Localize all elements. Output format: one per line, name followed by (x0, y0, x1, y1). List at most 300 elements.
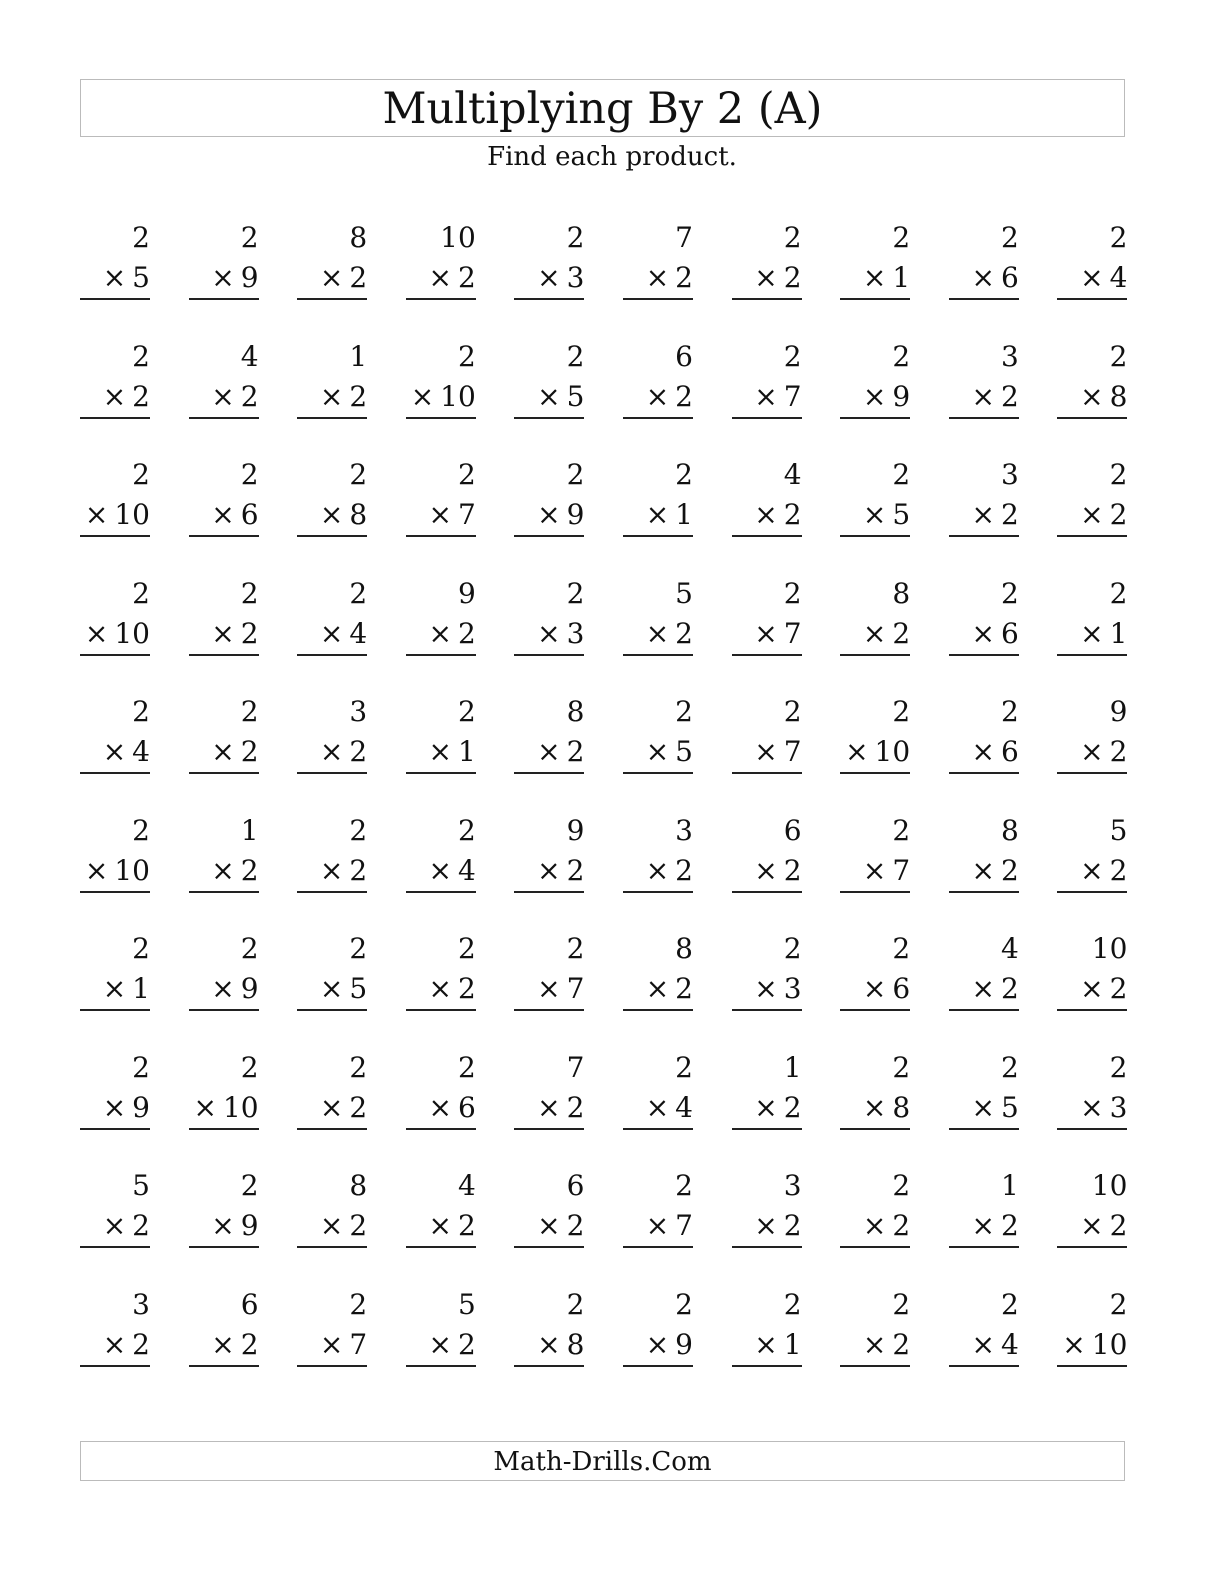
multiply-sign: × (971, 1209, 995, 1242)
multiplicand: 6 (675, 339, 693, 373)
multiply-sign: × (971, 261, 995, 294)
multiplicand: 2 (1000, 695, 1019, 728)
multiplier: 2 (349, 379, 368, 413)
multiplier-line (623, 1325, 693, 1367)
multiplicand: 2 (892, 339, 911, 373)
multiplicand: 2 (892, 932, 911, 965)
multiplier: 2 (1109, 853, 1128, 887)
multiplicand: 2 (349, 1050, 368, 1084)
multiplier-line (732, 495, 802, 537)
multiplicand: 8 (675, 932, 693, 965)
multiplier: 1 (1109, 616, 1128, 650)
multiply-sign: × (862, 972, 887, 1005)
multiply-sign: × (102, 1090, 127, 1124)
multiply-sign: × (645, 735, 670, 768)
multiply-sign: × (1062, 1327, 1086, 1361)
multiply-sign: × (645, 972, 670, 1005)
multiplicand: 10 (440, 221, 476, 254)
multiplier-line (1057, 495, 1127, 537)
problem (623, 574, 693, 656)
multiplicand: 2 (1109, 458, 1128, 491)
multiplicand: 2 (1000, 1050, 1019, 1084)
multiply-sign: × (645, 1090, 670, 1124)
problem (189, 455, 259, 537)
multiplicand: 2 (892, 695, 911, 728)
multiply-sign: × (862, 379, 887, 413)
multiply-sign: × (645, 379, 670, 413)
multiplier-line (297, 377, 367, 419)
problem (840, 929, 910, 1011)
multiplier-line (840, 614, 910, 656)
problem (514, 574, 584, 656)
multiply-sign: × (754, 379, 778, 413)
multiplier-line (514, 1206, 584, 1248)
multiplicand: 2 (457, 1050, 476, 1084)
multiplicand: 3 (132, 1287, 150, 1321)
multiplier: 2 (566, 1209, 585, 1242)
multiplier-line (514, 732, 584, 774)
multiplier: 7 (783, 735, 802, 768)
problem (623, 1166, 693, 1248)
multiplier-line (623, 258, 693, 300)
multiply-sign: × (1080, 735, 1104, 768)
multiplier: 6 (240, 498, 259, 531)
multiplier-line (949, 969, 1019, 1011)
multiplier-line (406, 1088, 476, 1130)
multiply-sign: × (428, 1209, 452, 1242)
multiply-sign: × (537, 1209, 561, 1242)
multiplier-line (189, 258, 259, 300)
multiplier: 3 (566, 261, 585, 294)
multiplicand: 2 (1109, 576, 1128, 610)
multiplicand: 2 (132, 339, 150, 373)
problem (189, 811, 259, 893)
multiply-sign: × (102, 379, 127, 413)
multiplicand: 2 (675, 1050, 693, 1084)
multiplier-line (297, 614, 367, 656)
problem (949, 455, 1019, 537)
multiplier: 4 (675, 1090, 693, 1124)
multiplier: 1 (457, 735, 476, 768)
multiplier: 8 (566, 1327, 585, 1361)
multiply-sign: × (537, 972, 561, 1005)
multiplier: 2 (566, 1090, 585, 1124)
multiplicand: 8 (892, 576, 911, 610)
problem (1057, 337, 1127, 419)
multiplier: 6 (457, 1090, 476, 1124)
multiply-sign: × (102, 261, 127, 294)
multiplier-line (189, 1325, 259, 1367)
multiplier: 2 (349, 1090, 368, 1124)
multiplier: 5 (566, 379, 585, 413)
multiplier: 4 (132, 735, 150, 768)
multiplier-line (514, 1088, 584, 1130)
multiplier: 2 (457, 1209, 476, 1242)
multiplicand: 3 (783, 1169, 802, 1202)
problem (189, 337, 259, 419)
multiplier: 7 (457, 498, 476, 531)
multiplier-line (80, 1325, 150, 1367)
multiply-sign: × (211, 972, 235, 1005)
problem (949, 337, 1019, 419)
multiplier: 4 (1109, 261, 1128, 294)
problem (840, 692, 910, 774)
problem (949, 1166, 1019, 1248)
multiplier: 2 (1000, 379, 1019, 413)
multiplier-line (297, 495, 367, 537)
multiply-sign: × (971, 1090, 995, 1124)
multiplicand: 4 (1000, 932, 1019, 965)
problem (80, 692, 150, 774)
multiplier: 2 (349, 853, 368, 887)
problem (732, 929, 802, 1011)
multiply-sign: × (862, 616, 887, 650)
multiplier-line (949, 732, 1019, 774)
problem (623, 455, 693, 537)
multiplier: 1 (783, 1327, 802, 1361)
multiply-sign: × (862, 853, 887, 887)
multiplier: 10 (114, 616, 150, 650)
multiplier-line (732, 969, 802, 1011)
multiplier: 2 (783, 853, 802, 887)
multiplicand: 1 (349, 339, 368, 373)
problem (1057, 218, 1127, 300)
multiplier: 2 (566, 853, 585, 887)
multiplicand: 8 (1000, 813, 1019, 847)
multiplier: 2 (892, 616, 911, 650)
multiply-sign: × (319, 616, 344, 650)
problem (840, 574, 910, 656)
problem (80, 1166, 150, 1248)
multiply-sign: × (754, 735, 778, 768)
multiplier-line (840, 969, 910, 1011)
problem (1057, 574, 1127, 656)
problem (514, 337, 584, 419)
multiply-sign: × (1080, 853, 1104, 887)
multiplier: 2 (240, 735, 259, 768)
multiplier: 6 (1000, 616, 1019, 650)
multiply-sign: × (862, 1090, 887, 1124)
multiplier: 5 (1000, 1090, 1019, 1124)
multiplicand: 2 (1109, 1050, 1128, 1084)
multiplier-line (189, 732, 259, 774)
multiplicand: 5 (675, 576, 693, 610)
problem (80, 337, 150, 419)
multiply-sign: × (754, 261, 778, 294)
multiplicand: 2 (132, 221, 150, 254)
multiplier: 2 (675, 853, 693, 887)
multiplier: 5 (132, 261, 150, 294)
multiplicand: 9 (566, 813, 585, 847)
multiplier: 2 (566, 735, 585, 768)
multiply-sign: × (211, 498, 235, 531)
multiplier-line (80, 614, 150, 656)
multiply-sign: × (1080, 261, 1104, 294)
problem (949, 811, 1019, 893)
problem (514, 811, 584, 893)
multiply-sign: × (1080, 616, 1104, 650)
multiplicand: 2 (132, 932, 150, 965)
multiplier-line (840, 258, 910, 300)
multiply-sign: × (1080, 1209, 1104, 1242)
multiplicand: 6 (566, 1169, 585, 1202)
multiplicand: 2 (783, 576, 802, 610)
multiplier-line (949, 614, 1019, 656)
multiplier-line (514, 969, 584, 1011)
multiplier: 9 (240, 1209, 259, 1242)
footer-text: Math-Drills.Com (493, 1447, 712, 1477)
multiplier-line (1057, 1325, 1127, 1367)
problem (514, 1166, 584, 1248)
multiplier: 3 (783, 972, 802, 1005)
multiplier: 9 (132, 1090, 150, 1124)
problem (80, 574, 150, 656)
problem (189, 574, 259, 656)
multiplicand: 2 (457, 339, 476, 373)
multiplier: 2 (1109, 498, 1128, 531)
multiply-sign: × (754, 1209, 778, 1242)
multiply-sign: × (537, 379, 561, 413)
problem (1057, 455, 1127, 537)
problem (949, 929, 1019, 1011)
multiplicand: 2 (240, 932, 259, 965)
multiplier-line (840, 377, 910, 419)
multiplier-line (406, 851, 476, 893)
multiply-sign: × (428, 972, 452, 1005)
multiplier: 6 (892, 972, 911, 1005)
multiplicand: 8 (349, 221, 368, 254)
multiplier: 2 (1000, 498, 1019, 531)
problem (732, 692, 802, 774)
multiply-sign: × (211, 379, 235, 413)
multiplier: 1 (132, 972, 150, 1005)
multiplier-line (732, 614, 802, 656)
multiplier-line (840, 851, 910, 893)
multiplier: 2 (892, 1209, 911, 1242)
multiplier-line (406, 1206, 476, 1248)
multiplier-line (840, 1325, 910, 1367)
multiply-sign: × (211, 853, 235, 887)
multiply-sign: × (1080, 972, 1104, 1005)
multiply-sign: × (537, 735, 561, 768)
multiplicand: 2 (457, 932, 476, 965)
problem (732, 337, 802, 419)
multiplier-line (297, 258, 367, 300)
multiplier: 7 (783, 616, 802, 650)
multiplicand: 2 (892, 1287, 911, 1321)
multiplier: 2 (783, 498, 802, 531)
multiplier-line (623, 1206, 693, 1248)
multiply-sign: × (211, 616, 235, 650)
multiplicand: 9 (457, 576, 476, 610)
multiplier-line (949, 1325, 1019, 1367)
multiply-sign: × (862, 261, 887, 294)
multiplier-line (189, 377, 259, 419)
multiplicand: 2 (240, 695, 259, 728)
multiply-sign: × (971, 972, 995, 1005)
multiplier: 2 (349, 1209, 368, 1242)
multiplicand: 2 (566, 1287, 585, 1321)
problem (80, 1285, 150, 1367)
multiplicand: 2 (566, 339, 585, 373)
multiply-sign: × (428, 1090, 452, 1124)
multiply-sign: × (211, 1327, 235, 1361)
multiplier-line (949, 851, 1019, 893)
problem (840, 811, 910, 893)
multiplier-line (840, 732, 910, 774)
multiplier: 2 (240, 1327, 259, 1361)
multiplier: 2 (132, 1327, 150, 1361)
multiplicand: 2 (892, 1169, 911, 1202)
multiply-sign: × (645, 261, 670, 294)
multiplier-line (949, 495, 1019, 537)
problem (732, 574, 802, 656)
multiply-sign: × (319, 853, 344, 887)
multiplier-line (840, 1088, 910, 1130)
multiplicand: 2 (349, 576, 368, 610)
problem (189, 218, 259, 300)
multiplier: 2 (783, 1090, 802, 1124)
multiplier: 2 (457, 616, 476, 650)
multiplicand: 2 (1000, 576, 1019, 610)
multiply-sign: × (428, 735, 452, 768)
multiplier-line (1057, 1206, 1127, 1248)
multiply-sign: × (319, 379, 344, 413)
problem (949, 1285, 1019, 1367)
multiplier-line (297, 1088, 367, 1130)
multiplier-line (189, 495, 259, 537)
problem (80, 929, 150, 1011)
multiplicand: 2 (240, 221, 259, 254)
multiplier: 6 (1000, 735, 1019, 768)
multiplier: 2 (675, 972, 693, 1005)
multiplier-line (297, 969, 367, 1011)
multiplier-line (80, 258, 150, 300)
multiplier-line (623, 851, 693, 893)
multiplier: 2 (1109, 972, 1128, 1005)
multiplier-line (514, 1325, 584, 1367)
problem (514, 1048, 584, 1130)
multiply-sign: × (84, 616, 109, 650)
multiplier: 6 (1000, 261, 1019, 294)
problem (297, 1285, 367, 1367)
problem (840, 1285, 910, 1367)
problem (514, 455, 584, 537)
multiplier: 9 (566, 498, 585, 531)
multiply-sign: × (754, 1090, 778, 1124)
multiplier: 8 (1109, 379, 1128, 413)
multiplier-line (1057, 377, 1127, 419)
multiplier-line (949, 1206, 1019, 1248)
multiplicand: 1 (1000, 1169, 1019, 1202)
multiply-sign: × (211, 1209, 235, 1242)
problem (949, 574, 1019, 656)
multiplier-line (514, 495, 584, 537)
multiplicand: 1 (783, 1050, 802, 1084)
problem (297, 811, 367, 893)
multiplier-line (406, 258, 476, 300)
problem (297, 1048, 367, 1130)
multiplier: 2 (1109, 735, 1128, 768)
problem (189, 692, 259, 774)
problem (732, 1166, 802, 1248)
multiply-sign: × (754, 1327, 778, 1361)
multiplier-line (80, 732, 150, 774)
problem (623, 1048, 693, 1130)
multiplier-line (80, 969, 150, 1011)
multiplier: 9 (240, 972, 259, 1005)
multiplicand: 2 (892, 813, 911, 847)
multiplicand: 4 (240, 339, 259, 373)
multiply-sign: × (319, 735, 344, 768)
multiply-sign: × (971, 498, 995, 531)
problem (297, 929, 367, 1011)
multiplier-line (840, 495, 910, 537)
multiplicand: 2 (1000, 221, 1019, 254)
multiplier: 2 (675, 616, 693, 650)
problem (406, 811, 476, 893)
multiplier: 8 (892, 1090, 911, 1124)
multiplier-line (1057, 258, 1127, 300)
multiplicand: 10 (1091, 932, 1128, 965)
multiplicand: 2 (892, 1050, 911, 1084)
multiply-sign: × (211, 735, 235, 768)
multiplicand: 2 (132, 576, 150, 610)
multiplicand: 2 (566, 458, 585, 491)
multiplicand: 3 (1000, 458, 1019, 491)
multiply-sign: × (645, 498, 670, 531)
problem (1057, 1285, 1127, 1367)
multiplier-line (623, 495, 693, 537)
multiply-sign: × (1080, 379, 1104, 413)
multiplier: 4 (349, 616, 368, 650)
problem (80, 455, 150, 537)
multiplier: 10 (114, 853, 150, 887)
multiplicand: 2 (457, 813, 476, 847)
multiplier: 2 (457, 261, 476, 294)
multiplicand: 2 (783, 932, 802, 965)
multiplier: 5 (349, 972, 368, 1005)
multiplicand: 2 (675, 695, 693, 728)
multiplicand: 2 (132, 695, 150, 728)
multiplicand: 2 (783, 1287, 802, 1321)
problem (732, 218, 802, 300)
multiplier-line (732, 1325, 802, 1367)
problem (840, 455, 910, 537)
multiplier: 7 (783, 379, 802, 413)
multiplicand: 3 (675, 813, 693, 847)
multiplier: 10 (114, 498, 150, 531)
multiplier-line (406, 614, 476, 656)
problem (406, 218, 476, 300)
problem (1057, 692, 1127, 774)
multiplier: 2 (240, 853, 259, 887)
multiplicand: 5 (1109, 813, 1128, 847)
multiply-sign: × (645, 853, 670, 887)
problem (406, 574, 476, 656)
problem (189, 1285, 259, 1367)
multiply-sign: × (971, 735, 995, 768)
multiplier-line (80, 851, 150, 893)
multiply-sign: × (862, 1327, 887, 1361)
multiplicand: 2 (240, 1169, 259, 1202)
multiply-sign: × (971, 1327, 995, 1361)
multiplicand: 9 (1109, 695, 1128, 728)
multiplier: 9 (892, 379, 911, 413)
multiplier-line (297, 1325, 367, 1367)
multiplicand: 2 (566, 576, 585, 610)
problem (732, 455, 802, 537)
